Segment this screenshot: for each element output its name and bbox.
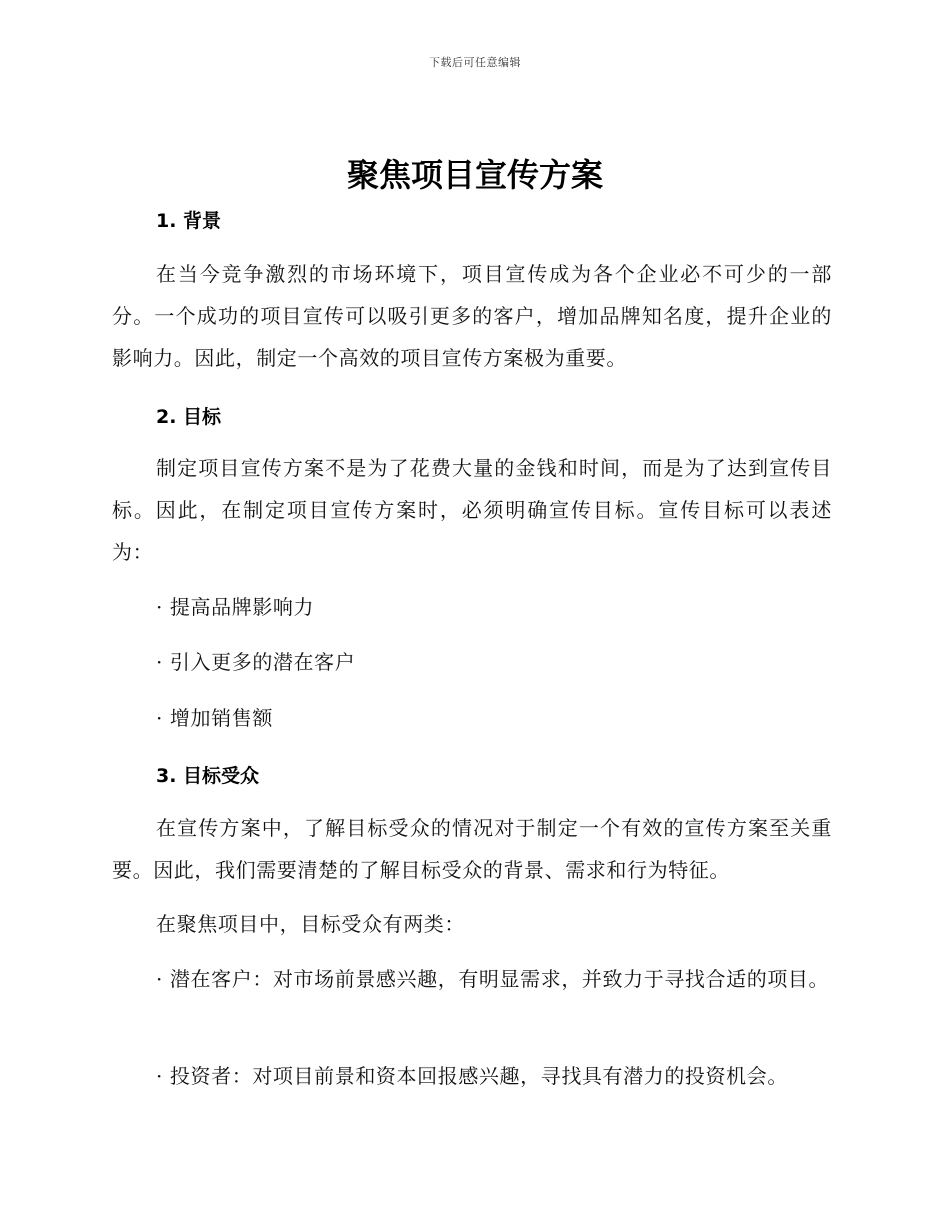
- paragraph-audience-types: 在聚焦项目中，目标受众有两类：: [156, 912, 465, 936]
- section-heading-background: 1. 背景: [156, 210, 222, 232]
- bullet-item-goal-1: · 提高品牌影响力: [156, 595, 315, 619]
- bullet-item-audience-1: · 潜在客户：对市场前景感兴趣，有明显需求，并致力于寻找合适的项目。: [156, 967, 830, 991]
- bullet-item-audience-2: · 投资者：对项目前景和资本回报感兴趣，寻找具有潜力的投资机会。: [156, 1064, 788, 1088]
- paragraph-audience-intro: 在宣传方案中，了解目标受众的情况对于制定一个有效的宣传方案至关重要。因此，我们需要清楚的了解目标受众的背景、需求和行为特征。: [112, 816, 832, 882]
- document-title: 聚焦项目宣传方案: [346, 156, 603, 194]
- bullet-item-goal-2: · 引入更多的潜在客户: [156, 650, 356, 674]
- section-heading-audience: 3. 目标受众: [156, 765, 260, 787]
- paragraph-background: 在当今竞争激烈的市场环境下，项目宣传成为各个企业必不可少的一部分。一个成功的项目宣传可以吸引更多的客户，增加品牌知名度，提升企业的影响力。因此，制定一个高效的项目宣传方案极为重要。: [112, 262, 832, 370]
- section-heading-goals: 2. 目标: [156, 406, 222, 428]
- paragraph-goals: 制定项目宣传方案不是为了花费大量的金钱和时间，而是为了达到宣传目标。因此，在制定项目宣传方案时，必须明确宣传目标。宣传目标可以表述为：: [112, 456, 832, 564]
- header-note: 下载后可任意编辑: [429, 56, 521, 69]
- bullet-item-goal-3: · 增加销售额: [156, 706, 273, 730]
